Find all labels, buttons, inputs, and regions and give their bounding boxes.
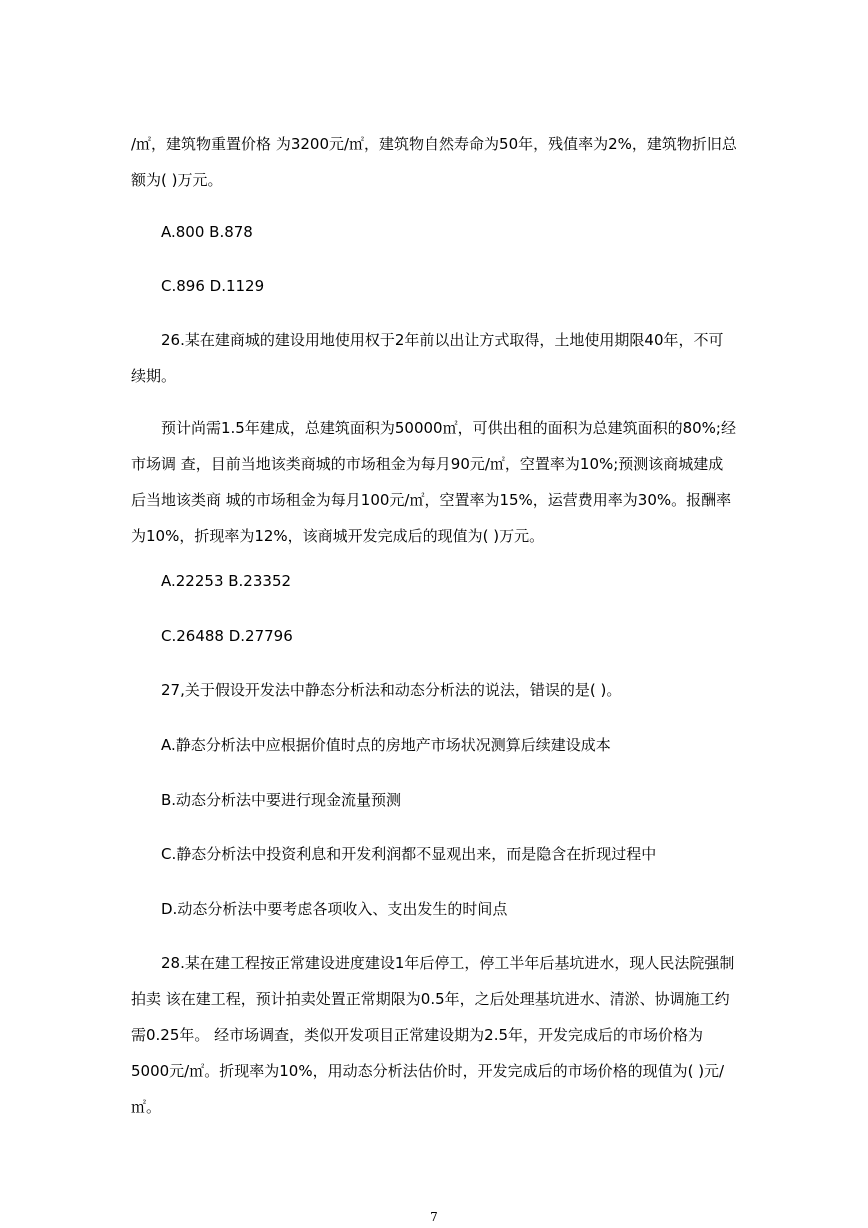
q26-stem: 26.某在建商城的建设用地使用权于2年前以出让方式取得，土地使用期限40年，不可续期。	[131, 331, 724, 385]
q27-option-d: D.动态分析法中要考虑各项收入、支出发生的时间点	[161, 900, 508, 918]
q25-options-cd: C.896 D.1129	[161, 277, 265, 295]
q27-option-c: C.静态分析法中投资利息和开发利润都不显观出来，而是隐含在折现过程中	[161, 845, 657, 863]
q26-options-ab: A.22253 B.23352	[161, 572, 292, 590]
q26-options-cd: C.26488 D.27796	[161, 627, 293, 645]
q25-tail-paragraph: /㎡，建筑物重置价格 为3200元/㎡，建筑物自然寿命为50年，残值率为2%，建筑物折旧总额为( )万元。	[131, 135, 737, 189]
page-number: 7	[430, 1210, 438, 1224]
q27-option-a: A.静态分析法中应根据价值时点的房地产市场状况测算后续建设成本	[161, 736, 611, 754]
q28-stem: 28.某在建工程按正常建设进度建设1年后停工，停工半年后基坑进水，现人民法院强制拍卖 该在建工程，预计拍卖处置正常期限为0.5年，之后处理基坑进水、清淤、协调施工约需0.25年。 经市场调查，类似开发项目正常建设期为2.5年，开发完成后的市场价格为5000元/㎡。折现率为10%，用动态分析法估价时，开发完成后的市场价格的现值为( )元/㎡。	[131, 954, 735, 1116]
q27-stem: 27,关于假设开发法中静态分析法和动态分析法的说法，错误的是( )。	[161, 681, 622, 699]
q25-options-ab: A.800 B.878	[161, 223, 253, 241]
q27-option-b: B.动态分析法中要进行现金流量预测	[161, 791, 402, 809]
q26-detail: 预计尚需1.5年建成，总建筑面积为50000㎡，可供出租的面积为总建筑面积的80%;经市场调 查，目前当地该类商城的市场租金为每月90元/㎡，空置率为10%;预测该商城建成后当地该类商 城的市场租金为每月100元/㎡，空置率为15%，运营费用率为30%。报酬率为10%，折现率为12%，该商城开发完成后的现值为( )万元。	[131, 419, 736, 545]
